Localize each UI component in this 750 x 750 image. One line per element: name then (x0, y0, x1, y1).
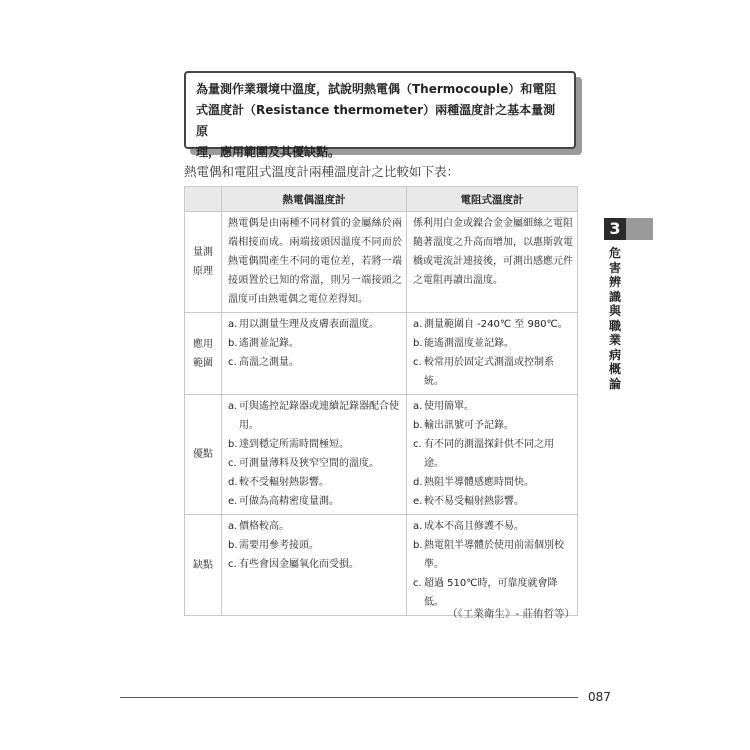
cell-advantages-resistance (407, 395, 578, 515)
principle-resistance-text: 係利用白金或鎳合金金屬細絲之電阻隨著溫度之升高而增加，以惠斯敦電橋或電流計連接後，可測出感應元件之電阻再讀出溫度。 (413, 218, 573, 286)
source-citation: （《工業衛生》- 莊侑哲等） (447, 608, 575, 620)
comparison-table (184, 186, 578, 616)
question-line-3: 理，應用範圍及其優缺點。 (196, 145, 341, 159)
list-item: d. 熱阻半導體感應時間快。 (413, 477, 534, 488)
table-header-resistance: 電阻式溫度計 (407, 187, 578, 212)
list-item: b. 能遙測溫度並記錄。 (413, 338, 514, 349)
chapter-tab-bar (626, 218, 653, 240)
list-item: d. 較不受輻射熱影響。 (228, 477, 329, 488)
list-item: b. 遙測並記錄。 (228, 338, 299, 349)
list-item: a. 用以測量生理及皮膚表面溫度。 (228, 319, 379, 330)
list-item: c. 超過 510℃時，可靠度就會降低。 (413, 578, 558, 608)
list-item: a. 使用簡單。 (413, 401, 474, 412)
chapter-title: 危害辨識與職業病概論 (608, 246, 621, 391)
row-label-line-2: 原理 (193, 266, 213, 277)
table-row-principle (185, 212, 578, 313)
row-label-disadvantages (185, 515, 222, 616)
list-item: c. 高溫之測量。 (228, 357, 299, 368)
row-label-line-1: 缺點 (193, 559, 213, 571)
list-item: e. 較不易受輻射熱影響。 (413, 496, 524, 507)
footer-rule (120, 697, 578, 698)
chapter-number: 3 (604, 218, 626, 240)
cell-disadvantages-thermocouple (222, 515, 407, 616)
question-line-1: 為量測作業環境中溫度，試說明熱電偶（Thermocouple）和電阻 (196, 82, 557, 96)
cell-advantages-thermocouple (222, 395, 407, 515)
cell-principle-resistance (407, 212, 578, 313)
list-item: b. 需要用參考接頭。 (228, 540, 319, 551)
cell-principle-thermocouple (222, 212, 407, 313)
row-label-application (185, 313, 222, 395)
list-item: c. 有些會因金屬氧化而受損。 (228, 559, 359, 570)
list-item: a. 成本不高且修護不易。 (413, 521, 524, 532)
page-number: 087 (588, 690, 611, 704)
row-label-line-2: 範圍 (193, 357, 213, 369)
row-label-principle (185, 212, 222, 313)
table-header-row (185, 187, 578, 212)
intro-text: 熱電偶和電阻式溫度計兩種溫度計之比較如下表： (184, 164, 460, 179)
row-label-line-1: 量測 (193, 247, 213, 258)
list-item: e. 可做為高精密度量測。 (228, 496, 339, 507)
cell-application-thermocouple (222, 313, 407, 395)
list-item: b. 輸出訊號可予記錄。 (413, 420, 514, 431)
list-item: a. 可與遙控記錄器或連續記錄器配合使用。 (228, 401, 399, 431)
question-box (184, 71, 576, 159)
list-item: a. 測量範圍自 -240℃ 至 980℃。 (413, 319, 568, 330)
table-row-advantages (185, 395, 578, 515)
list-item: c. 可測量薄料及狹窄空間的溫度。 (228, 458, 379, 469)
table-row-disadvantages (185, 515, 578, 616)
list-item: b. 熱電阻半導體於使用前需個別校準。 (413, 540, 564, 570)
list-item: a. 價格較高。 (228, 521, 289, 532)
list-item: b. 達到穩定所需時間極短。 (228, 439, 349, 450)
principle-thermocouple-text: 熱電偶是由兩種不同材質的金屬絲於兩端相接而成。兩端接頭因溫度不同而於熱電偶間產生不同的電位差，若將一端接頭置於已知的常溫，則另一端接頭之溫度可由熱電偶之電位差得知。 (228, 218, 402, 305)
cell-application-resistance (407, 313, 578, 395)
table-row-application (185, 313, 578, 395)
row-label-line-1: 優點 (193, 449, 213, 460)
list-item: c. 較常用於固定式測溫或控制系統。 (413, 357, 554, 387)
cell-disadvantages-resistance (407, 515, 578, 616)
question-line-2: 式溫度計（Resistance thermometer）兩種溫度計之基本量測原 (196, 103, 556, 138)
row-label-line-1: 應用 (193, 338, 213, 350)
table-header-blank (185, 187, 222, 212)
list-item: c. 有不同的測溫探針供不同之用途。 (413, 439, 554, 469)
table-header-thermocouple: 熱電偶溫度計 (222, 187, 407, 212)
row-label-advantages (185, 395, 222, 515)
